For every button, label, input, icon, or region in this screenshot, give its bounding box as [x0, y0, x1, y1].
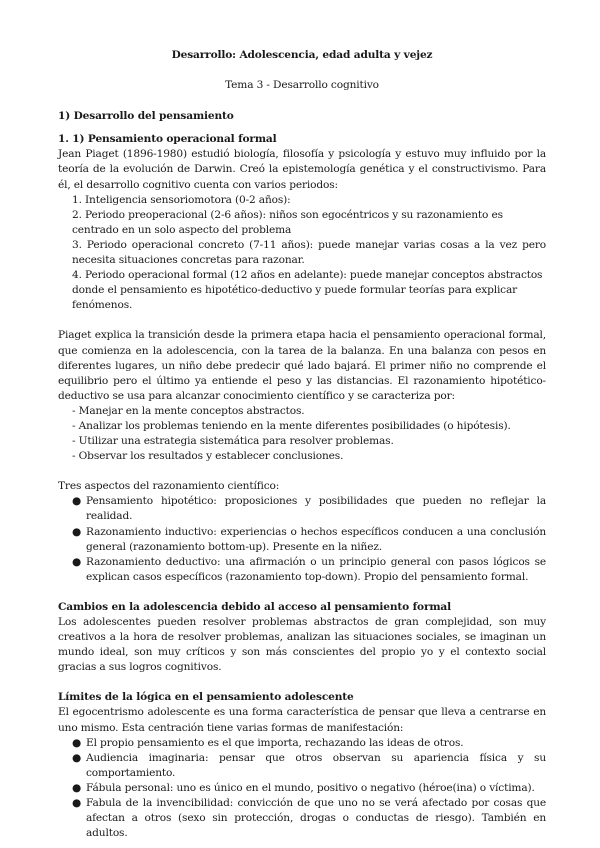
list-item — [58, 525, 546, 555]
list-item: 3. Periodo operacional concreto (7-11 años): puede manejar varias cosas a la vez pero necesita situaciones concretas para razonar. — [72, 238, 546, 267]
changes-paragraph: Los adolescentes pueden resolver problemas abstractos de gran complejidad, son muy creativos a la hora de resolver problemas, analizan las situaciones sociales, se imaginan un mundo ideal, son muy críticos y son más conscientes del propio yo y el contexto social gracias a sus logros cognitivos. — [58, 616, 546, 674]
list-item — [58, 494, 546, 524]
bullet-icon: ● — [72, 525, 82, 538]
document-page — [58, 48, 546, 841]
list-item-text: Razonamiento deductivo: una afirmación o un principio general con pasos lógicos se explican casos específicos (razonamiento top-down). Propio del pensamiento formal. — [86, 555, 546, 583]
limits-list — [58, 736, 546, 842]
characteristics-list — [58, 404, 546, 464]
list-item: 4. Periodo operacional formal (12 años en adelante): puede manejar conceptos abstractos donde el pensamiento es hipotético-deductivo y puede formular teorías para explicar fenómenos. — [72, 269, 543, 312]
document-subtitle: Tema 3 - Desarrollo cognitivo — [225, 79, 379, 92]
changes-heading: Cambios en la adolescencia debido al acceso al pensamiento formal — [58, 600, 452, 613]
limits-paragraph: El egocentrismo adolescente es una forma característica de pensar que lleva a centrarse en uno mismo. Esta centración tiene varias formas de manifestación: — [58, 706, 546, 734]
list-item-text: Audiencia imaginaria: pensar que otros observan su apariencia física y su comportamiento. — [86, 751, 546, 779]
list-item-text: Fabula de la invencibilidad: convicción de que uno no se verá afectado por cosas que afectan a otros (sexo sin protección, drogas o conductas de riesgo). También en adultos. — [86, 797, 546, 840]
bullet-icon: ● — [72, 555, 82, 568]
subsection-heading: 1. 1) Pensamiento operacional formal — [58, 133, 277, 146]
list-item — [58, 751, 546, 781]
bullet-icon: ● — [72, 751, 82, 764]
list-item: - Manejar en la mente conceptos abstractos. — [72, 404, 305, 417]
list-item — [58, 781, 546, 796]
periods-list — [58, 193, 546, 314]
list-item-text: Fábula personal: uno es único en el mundo, positivo o negativo (héroe(ina) o víctima). — [86, 781, 535, 794]
document-title: Desarrollo: Adolescencia, edad adulta y vejez — [171, 49, 433, 61]
list-item-text: El propio pensamiento es el que importa, rechazando las ideas de otros. — [86, 736, 464, 749]
section-heading: 1) Desarrollo del pensamiento — [58, 110, 234, 123]
limits-heading: Límites de la lógica en el pensamiento adolescente — [58, 691, 354, 704]
list-item — [58, 736, 546, 751]
list-item: - Utilizar una estrategia sistemática para resolver problemas. — [72, 435, 394, 448]
bullet-icon: ● — [72, 495, 82, 508]
list-item — [58, 555, 546, 585]
list-item: - Analizar los problemas teniendo en la mente diferentes posibilidades (o hipótesis). — [72, 419, 511, 432]
transition-paragraph: Piaget explica la transición desde la primera etapa hacia el pensamiento operacional formal, que comienza en la adolescencia, con la tarea de la balanza. En una balanza con pesos en diferentes lugares, un niño debe predecir qué lado bajará. El primer niño no comprende el equilibrio pero el último ya entiende el peso y las distancias. El razonamiento hipotético-deductivo se usa para alcanzar conocimiento científico y se caracteriza por: — [58, 329, 546, 402]
list-item: - Observar los resultados y establecer conclusiones. — [72, 450, 344, 463]
bullet-icon: ● — [72, 781, 82, 794]
bullet-icon: ● — [72, 736, 82, 749]
bullet-icon: ● — [72, 797, 82, 810]
piaget-intro-paragraph: Jean Piaget (1896-1980) estudió biología, filosofía y psicología y estuvo muy influido por la teoría de la evolución de Darwin. Creó la epistemología genética y el constructivismo. Para él, el desarrollo cognitivo cuenta con varios periodos: — [58, 148, 546, 191]
list-item: 2. Periodo preoperacional (2-6 años): niños son egocéntricos y su razonamiento es centrado en un solo aspecto del problema — [72, 208, 503, 236]
list-item — [58, 796, 546, 841]
list-item: 1. Inteligencia sensoriomotora (0-2 años): — [72, 193, 291, 206]
list-item-text: Pensamiento hipotético: proposiciones y posibilidades que pueden no reflejar la realidad. — [86, 495, 546, 523]
list-item-text: Razonamiento inductivo: experiencias o hechos específicos conducen a una conclusión general (razonamiento bottom-up). Presente en la niñez. — [86, 525, 546, 553]
aspects-list — [58, 494, 546, 585]
aspects-intro: Tres aspectos del razonamiento científico: — [58, 480, 280, 493]
